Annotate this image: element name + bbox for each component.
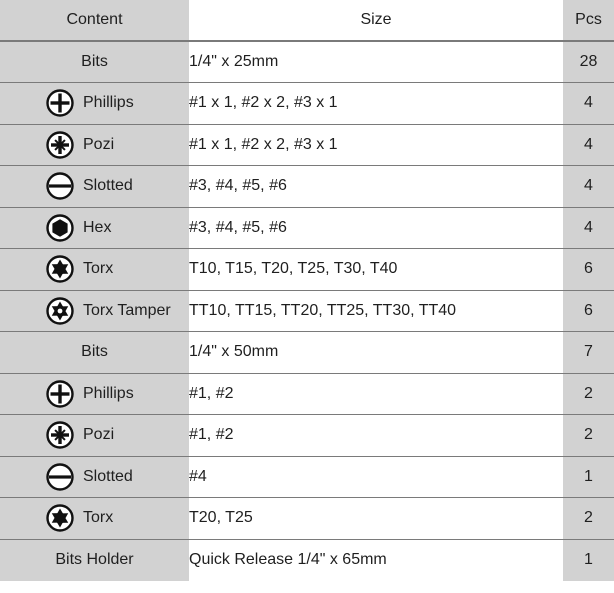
pcs-cell: 6 (563, 249, 614, 291)
table-row (0, 166, 614, 208)
table-row (0, 332, 614, 374)
content-cell (0, 207, 189, 249)
size-cell: #1 x 1, #2 x 2, #3 x 1 (189, 83, 563, 125)
size-cell: #4 (189, 456, 563, 498)
table-row (0, 456, 614, 498)
pcs-cell: 2 (563, 373, 614, 415)
table-body (0, 41, 614, 581)
size-cell: T10, T15, T20, T25, T30, T40 (189, 249, 563, 291)
bit-type-label: Slotted (83, 177, 133, 195)
pcs-cell: 2 (563, 415, 614, 457)
header-row (0, 0, 614, 41)
phillips-icon (46, 89, 74, 117)
bit-type-label: Phillips (83, 94, 134, 112)
slotted-icon (46, 463, 74, 491)
table-row (0, 41, 614, 83)
bit-type-label: Torx (83, 509, 114, 527)
slotted-icon (46, 172, 74, 200)
size-cell: TT10, TT15, TT20, TT25, TT30, TT40 (189, 290, 563, 332)
header-pcs: Pcs (563, 0, 614, 41)
table-row (0, 249, 614, 291)
table-row (0, 539, 614, 581)
header-size: Size (189, 0, 563, 41)
bit-type-label: Hex (83, 218, 112, 236)
size-cell: #3, #4, #5, #6 (189, 166, 563, 208)
content-cell (0, 290, 189, 332)
pcs-cell: 4 (563, 83, 614, 125)
table-row (0, 373, 614, 415)
pozi-icon (46, 131, 74, 159)
bit-type-label: Pozi (83, 426, 115, 444)
content-cell (0, 83, 189, 125)
header-content: Content (0, 0, 189, 41)
pcs-cell: 4 (563, 124, 614, 166)
content-cell (0, 539, 189, 581)
pcs-cell: 28 (563, 41, 614, 83)
content-cell (0, 41, 189, 83)
content-cell (0, 373, 189, 415)
table-row (0, 83, 614, 125)
pcs-cell: 2 (563, 498, 614, 540)
bit-type-label: Torx Tamper (83, 301, 171, 319)
pozi-icon (46, 421, 74, 449)
table-row (0, 498, 614, 540)
pcs-cell: 4 (563, 207, 614, 249)
pcs-cell: 1 (563, 456, 614, 498)
section-label: Bits (81, 53, 108, 70)
size-cell: #3, #4, #5, #6 (189, 207, 563, 249)
table-row (0, 124, 614, 166)
table-row (0, 415, 614, 457)
size-cell: #1, #2 (189, 415, 563, 457)
bit-type-label: Pozi (83, 135, 115, 153)
hex-icon (46, 214, 74, 242)
table-row (0, 290, 614, 332)
torx-tamper-icon (46, 297, 74, 325)
content-cell (0, 498, 189, 540)
size-cell: Quick Release 1/4" x 65mm (189, 539, 563, 581)
content-cell (0, 332, 189, 374)
bit-type-label: Phillips (83, 384, 134, 402)
content-cell (0, 124, 189, 166)
content-cell (0, 415, 189, 457)
pcs-cell: 1 (563, 539, 614, 581)
phillips-icon (46, 380, 74, 408)
size-cell: #1 x 1, #2 x 2, #3 x 1 (189, 124, 563, 166)
section-label: Bits (81, 343, 108, 361)
content-cell (0, 456, 189, 498)
torx-icon (46, 504, 74, 532)
size-cell: 1/4" x 50mm (189, 332, 563, 374)
bit-type-label: Torx (83, 260, 114, 278)
torx-icon (46, 255, 74, 283)
size-cell: 1/4" x 25mm (189, 41, 563, 83)
section-label: Bits Holder (55, 551, 134, 568)
pcs-cell: 6 (563, 290, 614, 332)
pcs-cell: 7 (563, 332, 614, 374)
pcs-cell: 4 (563, 166, 614, 208)
size-cell: T20, T25 (189, 498, 563, 540)
size-cell: #1, #2 (189, 373, 563, 415)
content-cell (0, 249, 189, 291)
content-cell (0, 166, 189, 208)
bit-type-label: Slotted (83, 467, 133, 485)
table-row (0, 207, 614, 249)
